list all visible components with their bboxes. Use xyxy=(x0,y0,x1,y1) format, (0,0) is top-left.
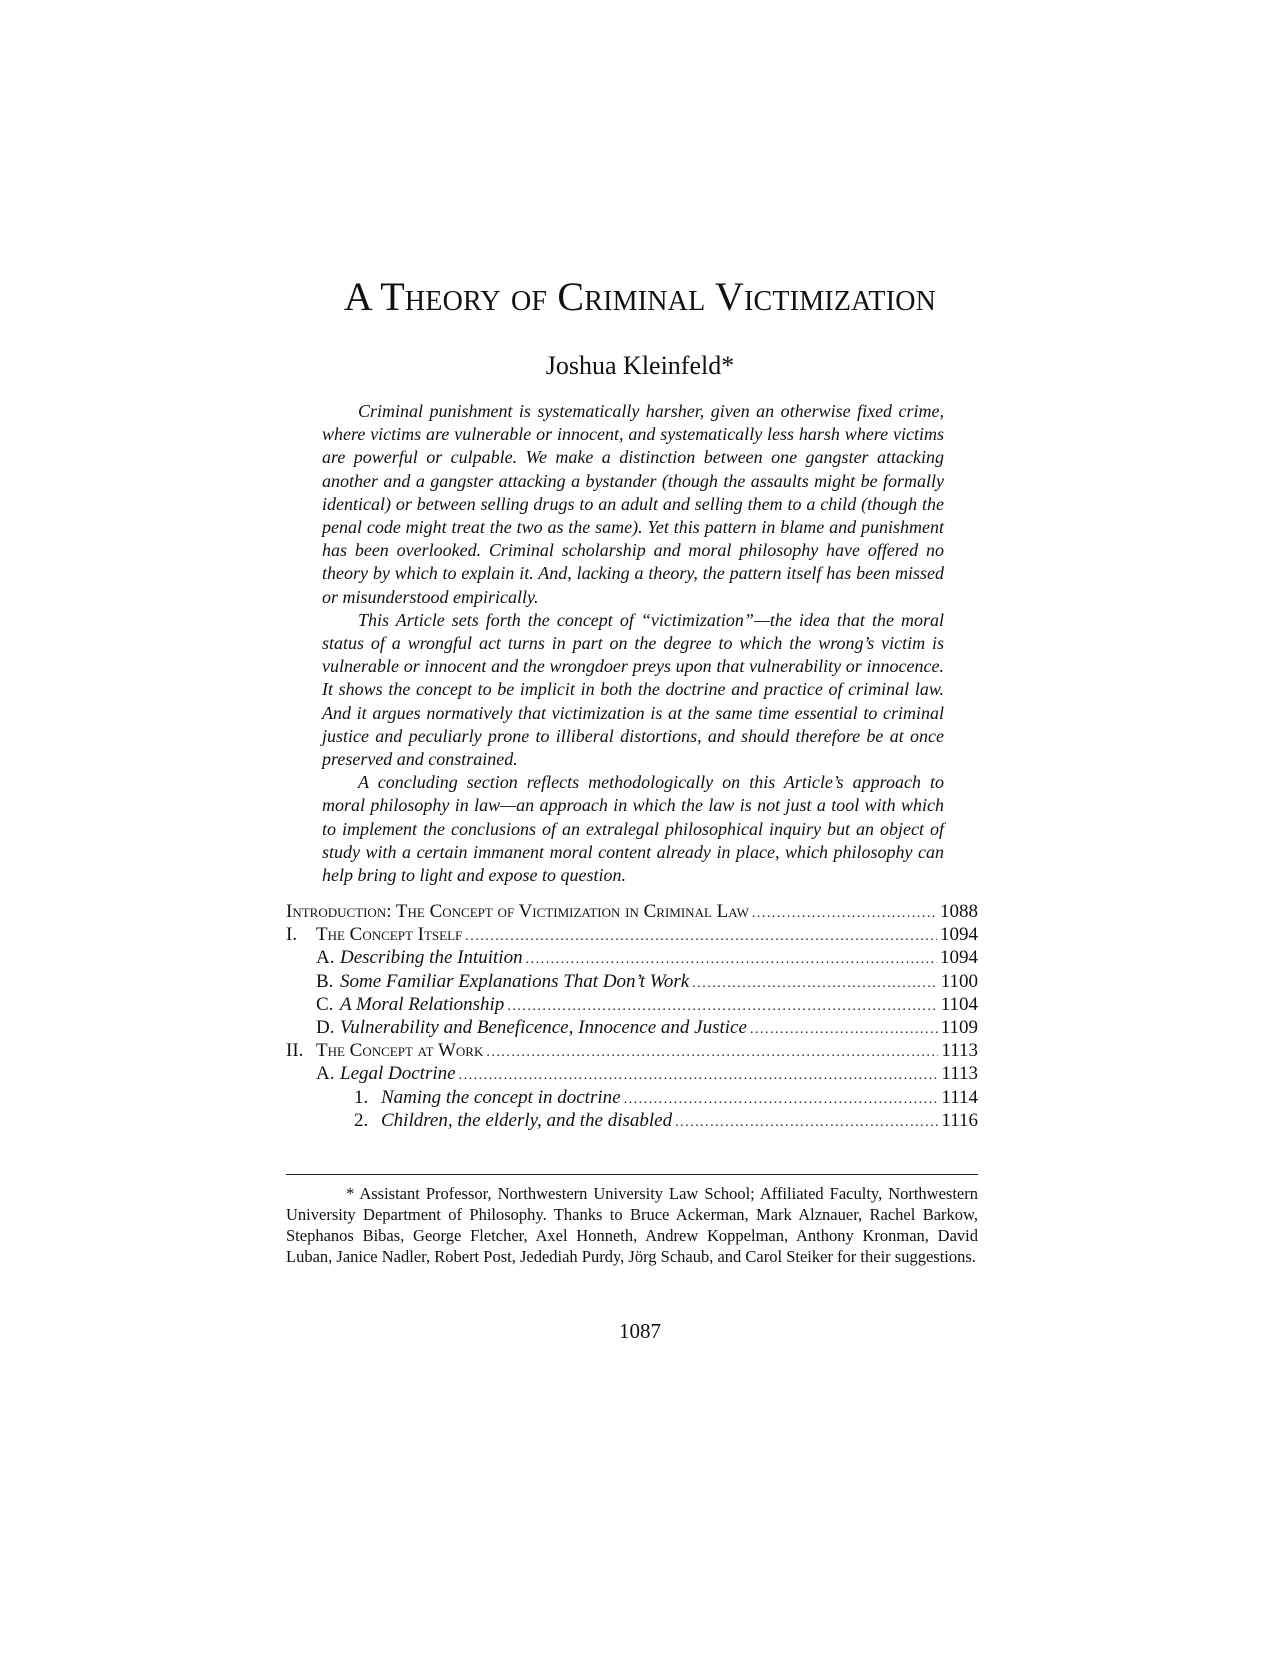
toc-entry-title: Some Familiar Explanations That Don’t Work xyxy=(340,970,690,992)
toc-entry[interactable] xyxy=(286,946,978,969)
toc-entry-title: Describing the Intuition xyxy=(340,947,523,969)
toc-entry[interactable] xyxy=(286,1062,978,1085)
toc-entry-page: 1109 xyxy=(940,1016,978,1038)
toc-entry[interactable] xyxy=(286,1086,978,1109)
toc-entry-page: 1088 xyxy=(940,901,978,922)
toc-entry[interactable] xyxy=(286,1039,978,1062)
toc-entry-number: A. xyxy=(316,1063,335,1085)
toc-entry-number: I. xyxy=(286,924,298,946)
abstract-paragraph: A concluding section reflects methodologically on this Article’s approach to moral philosophy in law—an approach in which the law is not just a tool with which to implement the conclusions of an extralegal philosophical inquiry but an object of study with a certain immanent moral content already in place, which philosophy can help bring to light and expose to question. xyxy=(322,772,944,886)
toc-leader-dots xyxy=(465,925,937,948)
toc-entry-page: 1104 xyxy=(940,993,978,1015)
toc-entry-number: II. xyxy=(286,1040,304,1062)
toc-entry-number: 1. xyxy=(354,1086,369,1108)
toc-leader-dots xyxy=(486,1041,938,1064)
footnote-divider xyxy=(286,1174,978,1175)
author-footnote: * Assistant Professor, Northwestern University Law School; Affiliated Faculty, Northwestern University Department of Philosophy. Thanks to Bruce Ackerman, Mark Alznauer, Rachel Barkow, Stephanos Bibas, George Fletcher, Axel Honneth, Andrew Koppelman, Anthony Kronman, David Luban, Janice Nadler, Robert Post, Jedediah Purdy, Jörg Schaub, and Carol Steiker for their suggestions. xyxy=(286,1184,978,1266)
toc-entry-page: 1094 xyxy=(940,947,978,969)
toc-entry-number: 2. xyxy=(354,1109,369,1131)
table-of-contents xyxy=(286,900,978,1132)
toc-entry-page: 1100 xyxy=(940,970,978,992)
toc-entry-title: Vulnerability and Beneficence, Innocence and Justice xyxy=(340,1016,747,1038)
toc-leader-dots xyxy=(526,948,937,971)
toc-entry[interactable] xyxy=(286,1109,978,1132)
toc-entry-number: B. xyxy=(316,970,334,992)
abstract-paragraph: This Article sets forth the concept of “victimization”—the idea that the moral status of a wrongful act turns in part on the degree to which the wrong’s victim is vulnerable or innocent and the wrongdoer preys upon that vulnerability or innocence. It shows the concept to be implicit in both the doctrine and practice of criminal law. And it argues normatively that victimization is at the same time essential to criminal justice and peculiarly prone to illiberal distortions, and should therefore be at once preserved and constrained. xyxy=(322,609,944,770)
toc-leader-dots xyxy=(692,972,937,995)
toc-entry-page: 1113 xyxy=(941,1040,978,1062)
toc-entry-title: Children, the elderly, and the disabled xyxy=(381,1109,673,1131)
toc-entry-title: The Concept at Work xyxy=(316,1040,484,1062)
abstract xyxy=(322,400,944,887)
toc-entry[interactable] xyxy=(286,970,978,993)
toc-entry-page: 1113 xyxy=(941,1063,978,1085)
toc-leader-dots xyxy=(507,995,937,1018)
toc-entry[interactable] xyxy=(286,1016,978,1039)
toc-leader-dots xyxy=(459,1064,939,1087)
toc-leader-dots xyxy=(752,902,937,925)
toc-entry-number: D. xyxy=(316,1016,335,1038)
toc-entry-title: A Moral Relationship xyxy=(340,993,505,1015)
toc-leader-dots xyxy=(624,1088,939,1111)
toc-entry-title: Introduction: The Concept of Victimization in Criminal Law xyxy=(286,901,749,922)
toc-entry-title: Legal Doctrine xyxy=(340,1063,456,1085)
toc-entry-title: The Concept Itself xyxy=(316,924,463,946)
toc-entry-page: 1114 xyxy=(941,1086,978,1108)
toc-entry-number: C. xyxy=(316,993,334,1015)
toc-entry-page: 1116 xyxy=(941,1109,978,1131)
toc-leader-dots xyxy=(675,1111,938,1134)
abstract-paragraph: Criminal punishment is systematically harsher, given an otherwise fixed crime, where victims are vulnerable or innocent, and systematically less harsh where victims are powerful or culpable. We make a distinction between one gangster attacking another and a gangster attacking a bystander (though the assaults might be formally identical) or between selling drugs to an adult and selling them to a child (though the penal code might treat the two as the same). Yet this pattern in blame and punishment has been overlooked. Criminal scholarship and moral philosophy have offered no theory by which to explain it. And, lacking a theory, the pattern itself has been missed or misunderstood empirically. xyxy=(322,401,944,607)
article-title: A Theory of Criminal Victimization xyxy=(343,274,937,319)
toc-entry-page: 1094 xyxy=(940,924,978,946)
toc-entry-number: A. xyxy=(316,947,335,969)
page-number: 1087 xyxy=(619,1319,661,1343)
toc-entry[interactable] xyxy=(286,900,978,923)
toc-leader-dots xyxy=(750,1018,938,1041)
author-name: Joshua Kleinfeld* xyxy=(545,351,735,380)
toc-entry[interactable] xyxy=(286,923,978,946)
toc-entry-title: Naming the concept in doctrine xyxy=(381,1086,621,1108)
toc-entry[interactable] xyxy=(286,993,978,1016)
